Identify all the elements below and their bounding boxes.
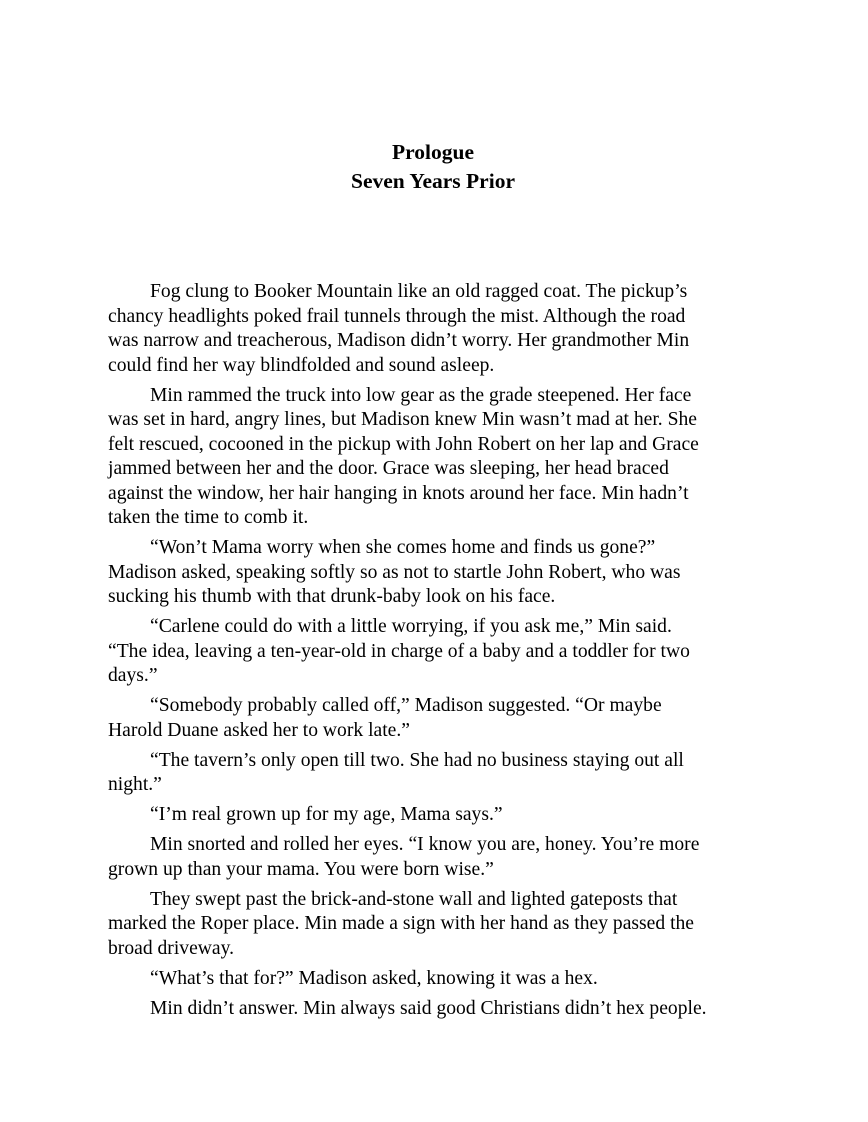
- paragraph: [108, 833, 762, 882]
- text-line: was narrow and treacherous, Madison didn’t worry. Her grandmother Min: [108, 330, 690, 351]
- text-line: Min rammed the truck into low gear as the grade steepened. Her face: [150, 384, 692, 406]
- text-line: against the window, her hair hanging in knots around her face. Min hadn’t: [108, 482, 689, 504]
- text-line: jammed between her and the door. Grace was sleeping, her head braced: [108, 458, 669, 479]
- paragraph: [108, 749, 762, 798]
- text-line: They swept past the brick-and-stone wall and lighted gateposts that: [150, 888, 678, 910]
- paragraph: [108, 803, 762, 828]
- text-line: “I’m real grown up for my age, Mama says.”: [150, 804, 503, 825]
- text-line: days.”: [108, 665, 158, 686]
- text-line: Min didn’t answer. Min always said good Christians didn’t hex people.: [150, 997, 707, 1019]
- paragraph: [108, 280, 762, 378]
- text-line: “The idea, leaving a ten-year-old in charge of a baby and a toddler for two: [108, 640, 690, 662]
- paragraph: [108, 536, 762, 610]
- body-text: [108, 280, 762, 1027]
- text-line: taken the time to comb it.: [108, 507, 309, 528]
- text-line: Harold Duane asked her to work late.”: [108, 719, 410, 741]
- paragraph: [108, 997, 762, 1022]
- text-line: broad driveway.: [108, 937, 235, 959]
- chapter-title: Prologue: [391, 140, 474, 164]
- text-line: “Won’t Mama worry when she comes home and finds us gone?”: [150, 537, 656, 558]
- paragraph: [108, 888, 762, 962]
- text-line: Madison asked, speaking softly so as not to startle John Robert, who was: [108, 561, 681, 583]
- text-line: night.”: [108, 774, 162, 795]
- paragraph: [108, 384, 762, 531]
- text-line: Fog clung to Booker Mountain like an old ragged coat. The pickup’s: [150, 281, 688, 302]
- text-line: marked the Roper place. Min made a sign with her hand as they passed the: [108, 913, 695, 934]
- text-line: felt rescued, cocooned in the pickup with John Robert on her lap and Grace: [108, 433, 699, 455]
- paragraph: [108, 615, 762, 689]
- chapter-subtitle: Seven Years Prior: [351, 169, 515, 193]
- text-line: sucking his thumb with that drunk-baby look on his face.: [108, 586, 556, 607]
- paragraph: [108, 967, 762, 992]
- text-line: grown up than your mama. You were born wise.”: [108, 858, 494, 880]
- text-line: could find her way blindfolded and sound asleep.: [108, 354, 495, 376]
- text-line: “Somebody probably called off,” Madison suggested. “Or maybe: [150, 695, 662, 716]
- text-line: “The tavern’s only open till two. She had no business staying out all: [150, 749, 684, 771]
- text-line: Min snorted and rolled her eyes. “I know you are, honey. You’re more: [150, 834, 700, 855]
- text-line: chancy headlights poked frail tunnels through the mist. Although the road: [108, 305, 686, 327]
- text-line: “What’s that for?” Madison asked, knowing it was a hex.: [150, 967, 598, 989]
- chapter-heading: [0, 138, 866, 196]
- text-line: “Carlene could do with a little worrying, if you ask me,” Min said.: [150, 616, 672, 637]
- paragraph: [108, 694, 762, 743]
- text-line: was set in hard, angry lines, but Madison knew Min wasn’t mad at her. She: [108, 409, 697, 430]
